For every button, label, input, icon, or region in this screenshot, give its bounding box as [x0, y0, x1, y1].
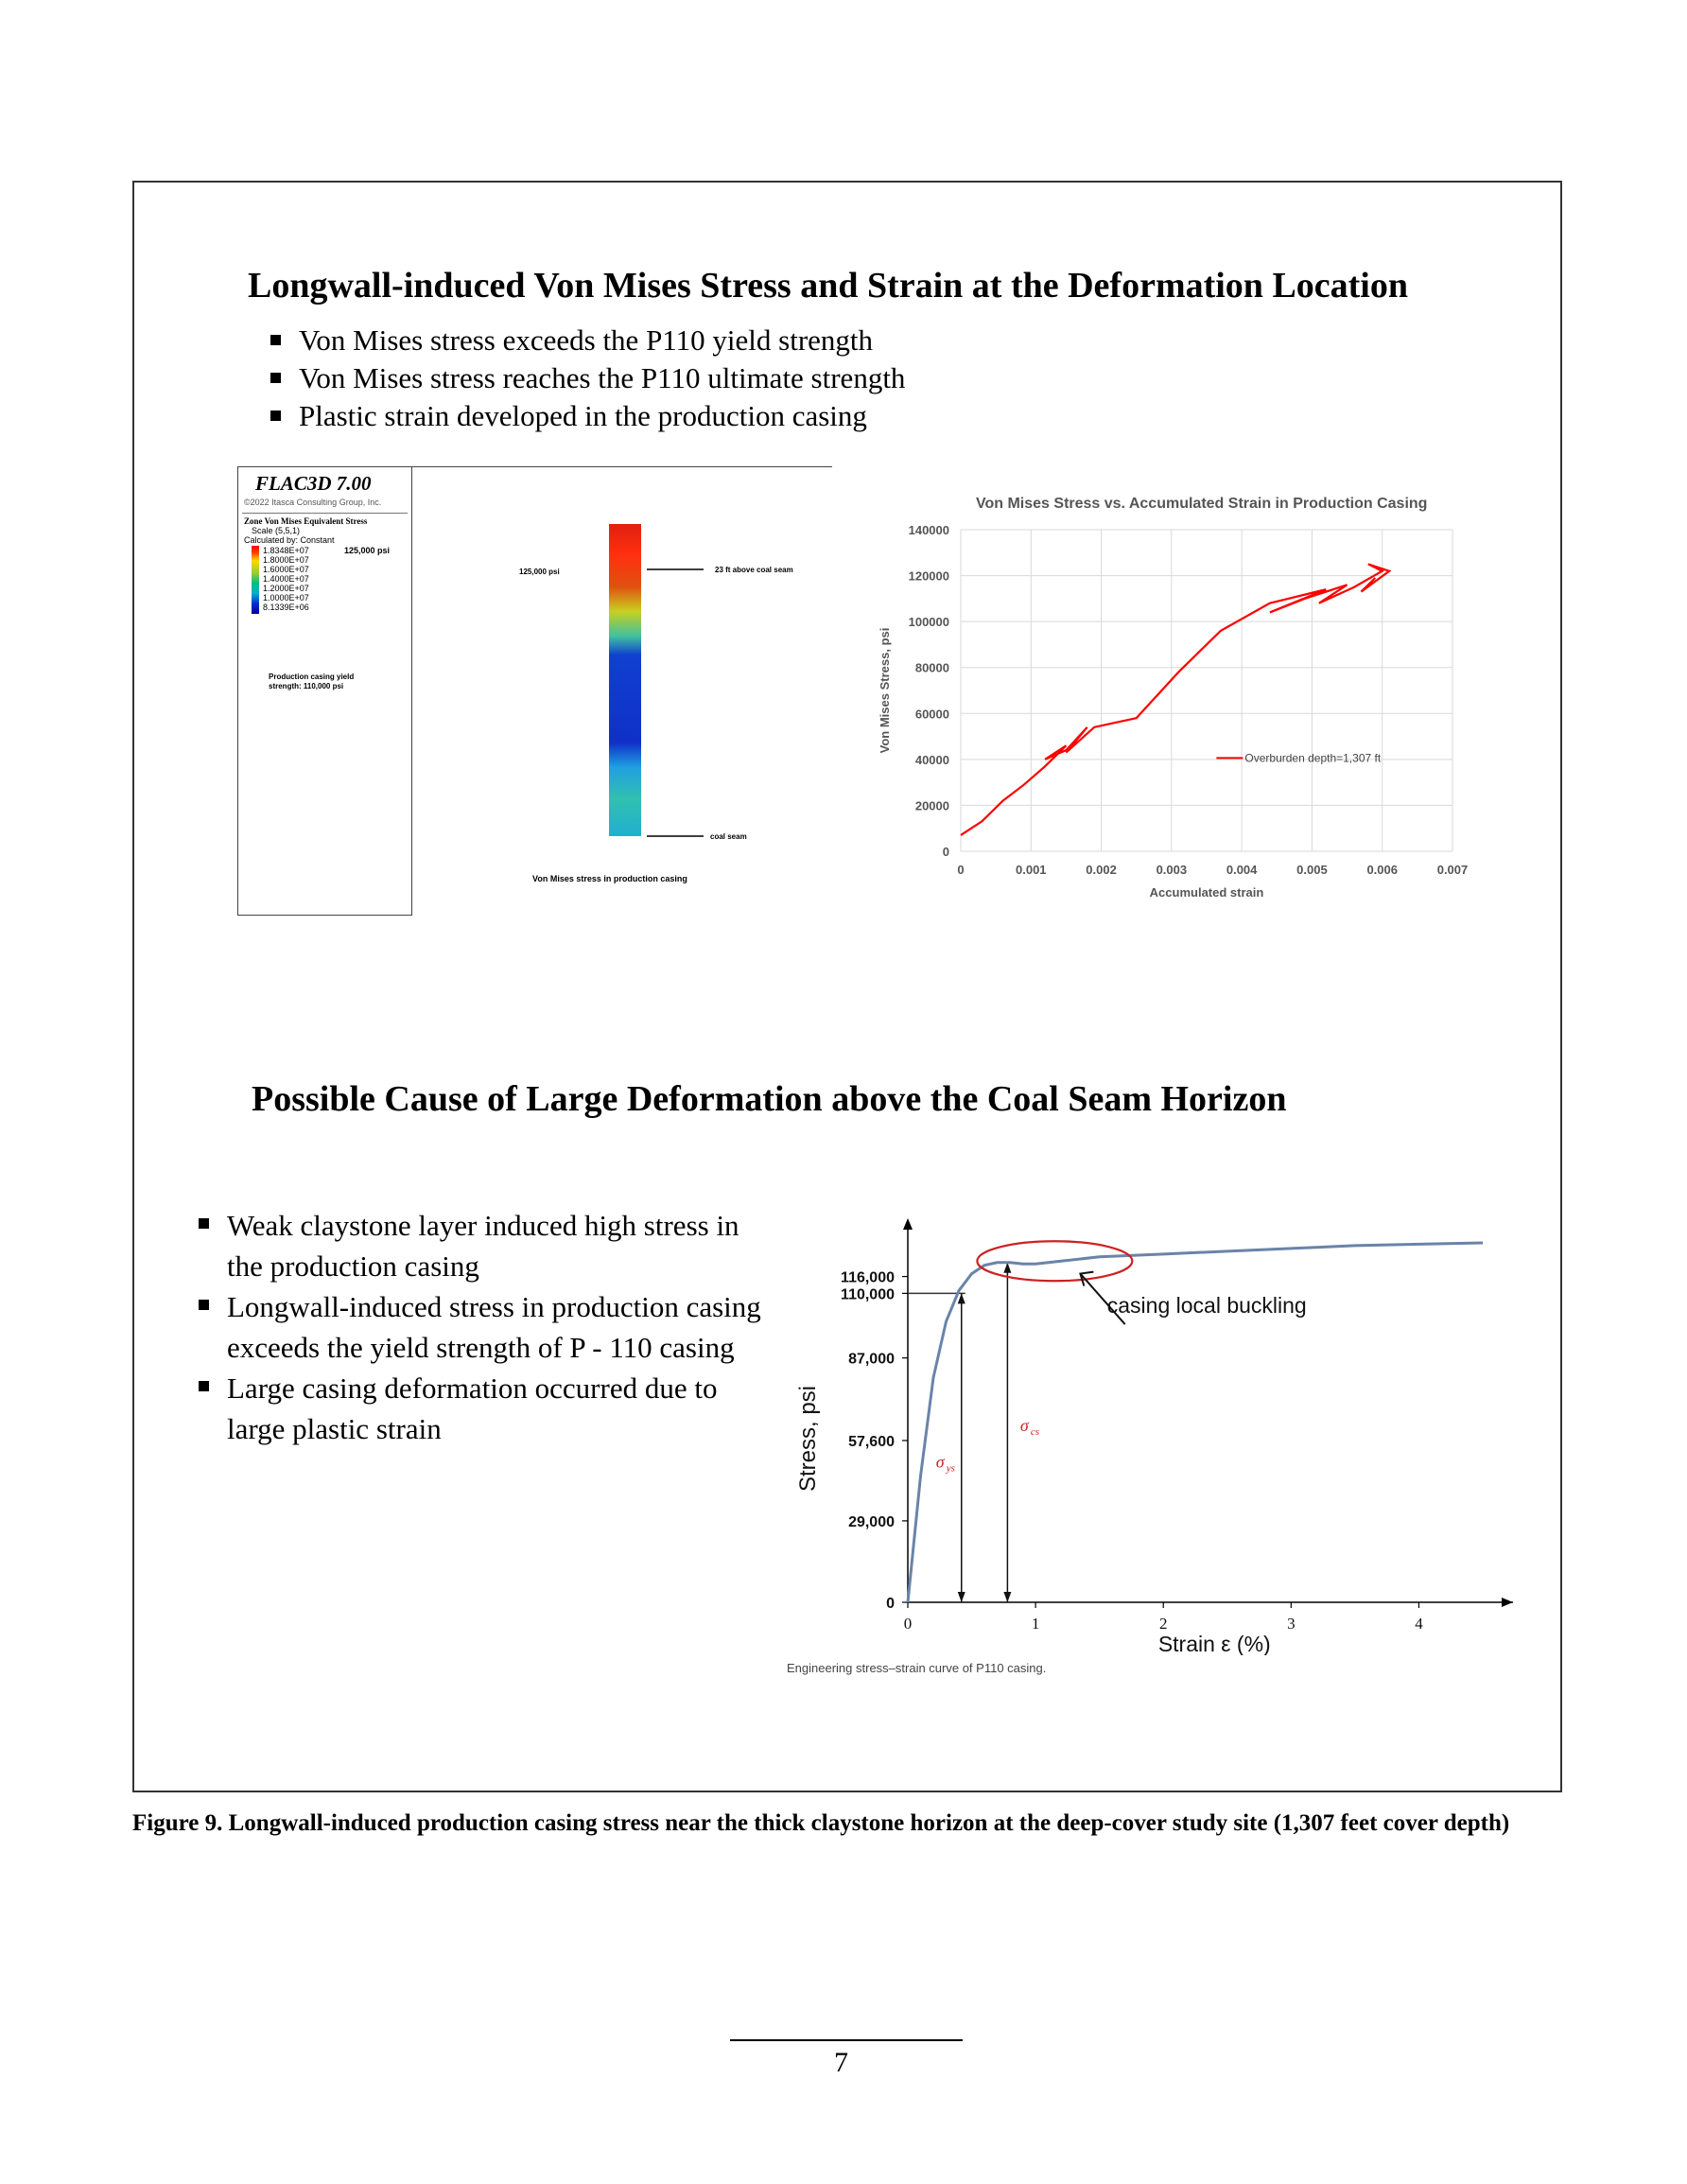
series-line: [961, 564, 1389, 835]
legend-value: 1.0000E+07: [263, 593, 309, 603]
x-tick-label: 0.004: [1226, 863, 1258, 877]
casing-body: [609, 524, 641, 836]
y-tick-label: 0: [942, 845, 949, 859]
legend-value: 1.8348E+07: [263, 546, 309, 555]
x-tick-label: 0.001: [1016, 863, 1047, 877]
y-tick-label: 140000: [908, 523, 949, 537]
list-item: [195, 1286, 781, 1368]
x-tick-label: 0.002: [1086, 863, 1117, 877]
legend-calculated: Calculated by: Constant: [244, 535, 335, 545]
list-item: [195, 1205, 781, 1286]
x-tick-label: 0.006: [1366, 863, 1398, 877]
y-tick-label: 40000: [914, 752, 949, 767]
label-125000: 125,000 psi: [519, 568, 560, 576]
x-tick-label: 0.005: [1296, 863, 1328, 877]
bullet-square-icon: [199, 1381, 209, 1391]
yield-note: Production casing yield strength: 110,000 psi: [269, 673, 355, 690]
y-tick-label: 0: [886, 1596, 895, 1612]
annotation-label: casing local buckling: [1106, 1293, 1307, 1319]
bullet-text: Weak claystone layer induced high stress in the production casing: [227, 1209, 739, 1283]
heading-von-mises: Longwall-induced Von Mises Stress and Strain at the Deformation Location: [248, 266, 1409, 306]
flac-legend: [237, 467, 412, 916]
y-axis-label: Von Mises Stress, psi: [878, 627, 892, 754]
y-axis-arrow-icon: [903, 1218, 913, 1230]
bullet-text: Von Mises stress reaches the P110 ultimate strength: [299, 361, 906, 394]
list-item: [267, 359, 905, 397]
flac-title: FLAC3D 7.00: [255, 472, 372, 495]
arrow-head-icon: [958, 1293, 965, 1303]
bullet-square-icon: [199, 1300, 209, 1310]
sigma-ys-label: σ: [935, 1452, 945, 1472]
chart2: [775, 1201, 1513, 1655]
arrow-head-icon: [1003, 1263, 1011, 1273]
bullet-square-icon: [270, 373, 281, 383]
legend-scale: Scale (5,5,1): [252, 526, 301, 535]
y-tick-label: 120000: [908, 568, 949, 584]
list-item: [267, 322, 905, 359]
y-tick-label: 29,000: [848, 1513, 895, 1530]
legend-value: 1.4000E+07: [263, 574, 309, 584]
bullet-text: Von Mises stress exceeds the P110 yield strength: [299, 323, 874, 357]
page-rule: [730, 2039, 963, 2041]
bullet-text: Longwall-induced stress in production casing exceeds the yield strength of P - 110 casing: [227, 1290, 761, 1364]
y-tick-label: 60000: [914, 707, 949, 722]
x-tick-label: 0: [957, 863, 965, 877]
sigma-cs-label: σ: [1019, 1415, 1029, 1435]
page-number: 7: [834, 2047, 848, 2078]
chart1: [851, 520, 1475, 927]
list-item: [267, 397, 905, 435]
flac-caption: Von Mises stress in production casing: [532, 874, 687, 883]
x-tick-label: 2: [1158, 1615, 1168, 1633]
x-axis-label: Strain ε (%): [1157, 1632, 1271, 1655]
casing-column: [609, 524, 855, 907]
x-tick-label: 4: [1415, 1615, 1423, 1633]
bullet-text: Large casing deformation occurred due to large plastic strain: [227, 1372, 718, 1445]
y-tick-label: 87,000: [848, 1351, 895, 1368]
chart2-subcaption: Engineering stress–strain curve of P110 casing.: [787, 1661, 1047, 1675]
bullet-list-2: [195, 1205, 781, 1449]
bullet-list-1: [267, 322, 905, 435]
figure-caption: Figure 9. Longwall-induced production casing stress near the thick claystone horizon at the deep-cover study site (1,307 feet cover depth): [132, 1810, 1510, 1836]
bullet-text: Plastic strain developed in the production casing: [299, 399, 867, 432]
sigma-cs-subscript: cs: [1030, 1425, 1040, 1438]
bullet-square-icon: [270, 411, 281, 421]
flac-copyright: ©2022 Itasca Consulting Group, Inc.: [244, 498, 382, 507]
label-above-coal: 23 ft above coal seam: [715, 566, 793, 574]
sigma-ys-subscript: ys: [946, 1462, 955, 1475]
x-tick-label: 0: [903, 1615, 913, 1633]
y-tick-label: 57,600: [848, 1433, 895, 1450]
legend-label: Overburden depth=1,307 ft: [1244, 751, 1382, 765]
legend-value: 1.8000E+07: [263, 555, 309, 565]
y-tick-label: 110,000: [841, 1286, 895, 1303]
y-tick-label: 20000: [914, 798, 949, 813]
y-axis-label: Stress, psi: [795, 1385, 821, 1493]
x-tick-label: 0.007: [1436, 863, 1469, 877]
label-coal-seam: coal seam: [710, 832, 747, 841]
chart1-title: Von Mises Stress vs. Accumulated Strain in Production Casing: [976, 496, 1428, 512]
x-tick-label: 0.003: [1156, 863, 1188, 877]
legend-value: 8.1339E+06: [263, 603, 309, 612]
x-tick-label: 1: [1031, 1615, 1040, 1633]
y-tick-label: 80000: [914, 660, 949, 675]
y-tick-label: 116,000: [841, 1269, 895, 1286]
heading-possible-cause: Possible Cause of Large Deformation above the Coal Seam Horizon: [252, 1079, 1287, 1119]
arrow-head-icon: [1003, 1592, 1011, 1602]
x-axis-label: Accumulated strain: [1149, 885, 1264, 900]
bullet-square-icon: [199, 1218, 209, 1229]
bullet-square-icon: [270, 335, 281, 345]
legend-title: Zone Von Mises Equivalent Stress: [244, 516, 368, 526]
legend-value: 1.6000E+07: [263, 565, 309, 574]
arrow-head-icon: [958, 1592, 965, 1602]
x-tick-label: 3: [1287, 1615, 1296, 1633]
flac3d-panel: [237, 467, 832, 916]
list-item: [195, 1368, 781, 1449]
legend-value: 1.2000E+07: [263, 584, 309, 593]
legend-note: 125,000 psi: [344, 546, 391, 555]
x-axis-arrow-icon: [1502, 1598, 1513, 1607]
y-tick-label: 100000: [908, 615, 949, 630]
legend-scale-bar: [252, 546, 411, 614]
